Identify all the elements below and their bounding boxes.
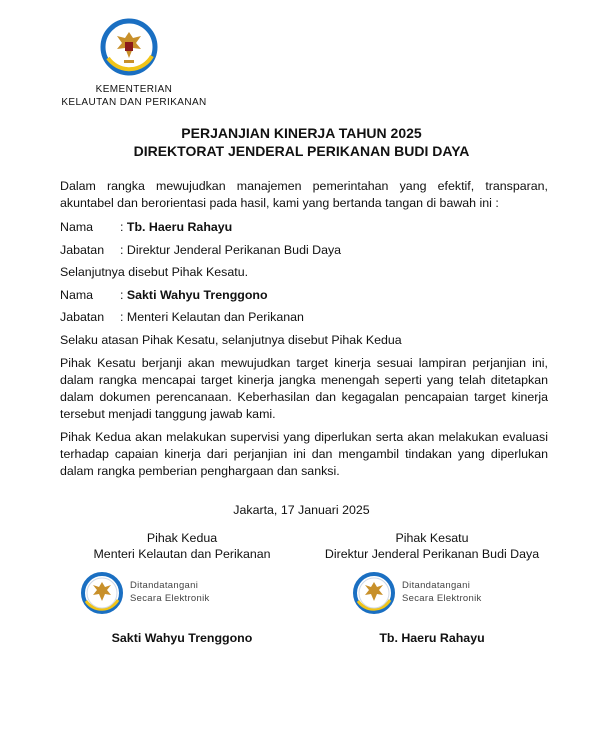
signature-left-e-stamp: [80, 571, 250, 615]
signature-left-header: [62, 530, 302, 562]
signature-left-position: Menteri Kelautan dan Perikanan: [93, 547, 271, 561]
party1-position-row: [60, 242, 341, 259]
intro-paragraph: Dalam rangka mewujudkan manajemen pemerintahan yang efektif, transparan, akuntabel dan berorientasi pada hasil, kami yang bertanda tangan di bawah ini :: [60, 179, 548, 210]
party1-name-value: Tb. Haeru Rahayu: [126, 220, 233, 234]
signature-left-stamp-line2: Secara Elektronik: [130, 593, 210, 604]
garuda-emblem-icon: [100, 18, 158, 80]
ministry-name-line2: KELAUTAN DAN PERIKANAN: [61, 97, 207, 108]
signature-right-role: Pihak Kesatu: [395, 531, 469, 545]
party2-designation: Selaku atasan Pihak Kesatu, selanjutnya disebut Pihak Kedua: [60, 333, 402, 347]
party1-designation: Selanjutnya disebut Pihak Kesatu.: [60, 265, 249, 279]
signature-left-name: Sakti Wahyu Trenggono: [111, 631, 253, 645]
signature-left-role: Pihak Kedua: [146, 531, 218, 545]
signature-right-name: Tb. Haeru Rahayu: [379, 631, 485, 645]
signature-right-e-stamp: [352, 571, 522, 615]
document-title: PERJANJIAN KINERJA TAHUN 2025: [181, 125, 422, 141]
signature-right-stamp-line2: Secara Elektronik: [402, 593, 482, 604]
party1-position-label: Jabatan: [60, 243, 105, 257]
document-subtitle: DIREKTORAT JENDERAL PERIKANAN BUDI DAYA: [133, 143, 470, 159]
signature-right-header: [312, 530, 552, 562]
party1-name-separator: :: [120, 220, 127, 234]
party2-position-value: : Menteri Kelautan dan Perikanan: [120, 310, 304, 324]
signature-left-stamp-line1: Ditandatangani: [130, 580, 199, 591]
commitment-paragraph: Pihak Kesatu berjanji akan mewujudkan target kinerja sesuai lampiran perjanjian ini, dalam rangka mencapai target kinerja jangka menengah seperti yang telah ditetapkan dalam dokumen perencanaan. Keberhasilan dan kegagalan pencapaian target kinerja tersebut menjadi tanggung jawab kami.: [60, 356, 548, 421]
party2-name-separator: :: [120, 288, 127, 302]
place-date: Jakarta, 17 Januari 2025: [233, 503, 370, 517]
party2-name-row: [60, 287, 268, 304]
party1-name-row: [60, 219, 232, 236]
ministry-logo: [58, 18, 210, 110]
party1-name-label: Nama: [60, 220, 94, 234]
signature-right-position: Direktur Jenderal Perikanan Budi Daya: [324, 547, 540, 561]
party2-position-row: [60, 309, 304, 326]
signature-right-stamp-line1: Ditandatangani: [402, 580, 471, 591]
party2-name-value: Sakti Wahyu Trenggono: [126, 288, 268, 302]
supervision-paragraph: Pihak Kedua akan melakukan supervisi yang diperlukan serta akan melakukan evaluasi terhadap capaian kinerja dari perjanjian ini dan mengambil tindakan yang diperlukan dalam rangka pemberian penghargaan dan sanksi.: [60, 430, 548, 478]
e-signature-emblem-icon: [80, 571, 124, 615]
ministry-name-line1: KEMENTERIAN: [95, 84, 173, 95]
party2-name-label: Nama: [60, 288, 94, 302]
party2-position-label: Jabatan: [60, 310, 105, 324]
e-signature-emblem-icon: [352, 571, 396, 615]
party1-position-value: : Direktur Jenderal Perikanan Budi Daya: [120, 243, 342, 257]
